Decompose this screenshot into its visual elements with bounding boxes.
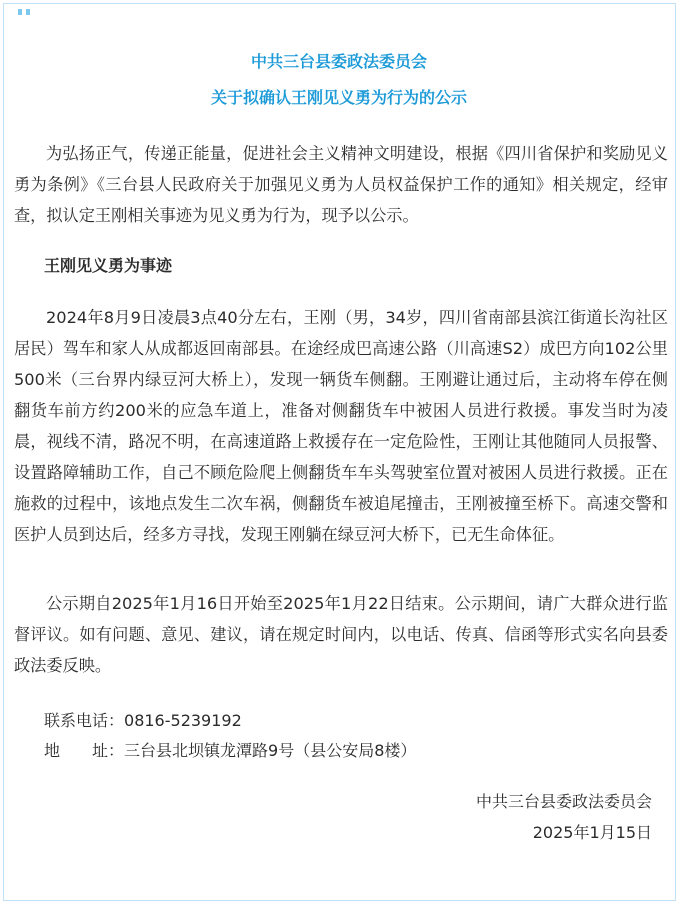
signature-org: 中共三台县委政法委员会 [475,792,652,811]
contact-phone-line [44,705,242,736]
intro-paragraph: 为弘扬正气，传递正能量，促进社会主义精神文明建设，根据《四川省保护和奖励见义勇为条例》《三台县人民政府关于加强见义勇为人员权益保护工作的通知》相关规定，经审查，拟认定王刚相关事迹为见义勇为行为，现予以公示。 [14,144,668,225]
phone-number: 0816-5239192 [124,711,242,730]
address-value: 三台县北坝镇龙潭路9号（县公安局8楼） [124,741,417,760]
story-paragraph: 2024年8月9日凌晨3点40分左右，王刚（男，34岁，四川省南部县滨江街道长沟社区居民）驾车和家人从成都返回南部县。在途经成巴高速公路（川高速S2）成巴方向102公里500米（三台界内绿豆河大桥上），发现一辆货车侧翻。王刚避让通过后，主动将车停在侧翻货车前方约200米的应急车道上，准备对侧翻货车中被困人员进行救援。事发当时为凌晨，视线不清，路况不明，在高速道路上救援存在一定危险性，王刚让其他随同人员报警、设置路障辅助工作，自己不顾危险爬上侧翻货车车头驾驶室位置对被困人员进行救援。正在施救的过程中，该地点发生二次车祸，侧翻货车被追尾撞击，王刚被撞至桥下。高速交警和医护人员到达后，经多方寻找，发现王刚躺在绿豆河大桥下，已无生命体征。 [14,308,668,544]
phone-label: 联系电话： [44,711,125,730]
issuing-org-title: 中共三台县委政法委员会 [250,52,427,71]
section-heading: 王刚见义勇为事迹 [44,256,173,275]
address-label: 地 址： [44,741,125,760]
signature-date: 2025年1月15日 [532,823,652,842]
corner-decoration [18,0,38,6]
contact-address-line [44,735,416,766]
notice-title: 关于拟确认王刚见义勇为行为的公示 [210,88,467,107]
notice-paragraph: 公示期自2025年1月16日开始至2025年1月22日结束。公示期间，请广大群众进行监督评议。如有问题、意见、建议，请在规定时间内，以电话、传真、信函等形式实名向县委政法委反映。 [14,594,668,675]
